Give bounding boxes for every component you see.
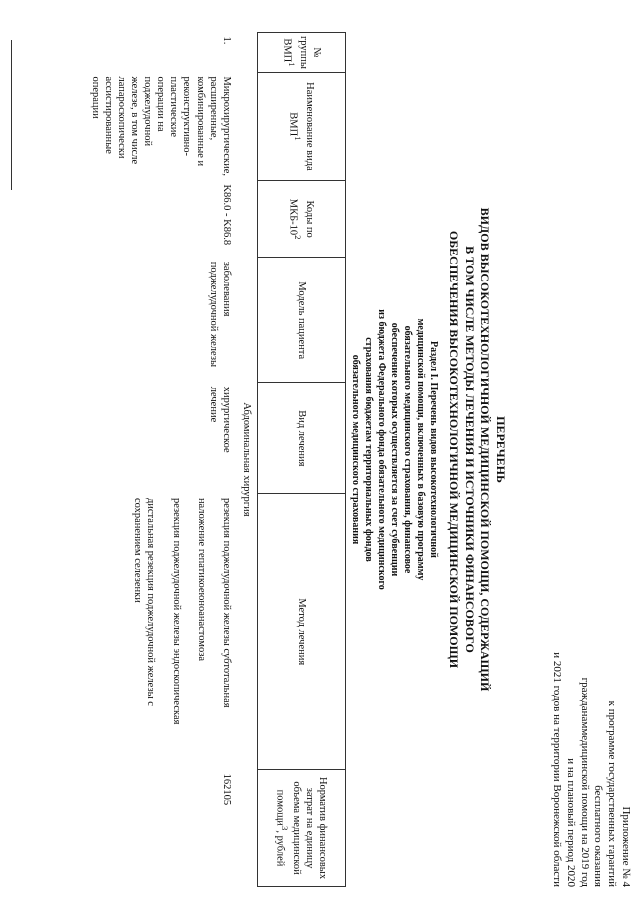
header-method: Метод лечения bbox=[258, 494, 346, 770]
appendix-line: гражданаммедицинской помощи на 2019 год bbox=[578, 677, 591, 887]
table-group-row bbox=[236, 33, 258, 887]
section-line: страхования бюджетам территориальных фондов bbox=[363, 337, 374, 562]
header-cost: Норматив финансовых затрат на единицу объема медицинской помощи$^3$, рублей bbox=[258, 770, 346, 887]
header-type: Вид лечения bbox=[258, 383, 346, 494]
appendix-line: бесплатного оказания bbox=[592, 785, 605, 887]
footnote-divider bbox=[11, 40, 12, 190]
title-line: В ТОМ ЧИСЛЕ МЕТОДЫ ЛЕЧЕНИЯ И ИСТОЧНИКИ ФИНАНСОВОГО bbox=[462, 246, 477, 653]
cell-group-no: 1. bbox=[220, 36, 232, 45]
section-line: Раздел I. Перечень видов высокотехнологичной bbox=[428, 341, 439, 558]
appendix-line: и 2021 годов на территории Воронежской области bbox=[551, 652, 564, 887]
title-line: ВИДОВ ВЫСОКОТЕХНОЛОГИЧНОЙ МЕДИЦИНСКОЙ ПОМОЩИ, СОДЕРЖАЩИЙ bbox=[478, 207, 493, 692]
section-line: обязательного медицинского страхования bbox=[350, 354, 361, 545]
title-line: ОБЕСПЕЧЕНИЯ ВЫСОКОТЕХНОЛОГИЧНОЙ МЕДИЦИНСКОЙ ПОМОЩИ bbox=[447, 230, 462, 669]
appendix-line: и на плановый период 2020 bbox=[565, 758, 577, 887]
table-row bbox=[86, 33, 236, 887]
method-item: дистальная резекция поджелудочной железы с сохранением селезенки bbox=[132, 497, 157, 706]
cell-mkb: K86.0 - K86.8 bbox=[220, 184, 232, 246]
section-line: обеспечение которых осуществляется за счет субвенции bbox=[389, 322, 400, 577]
cell-model: заболевания поджелудочной железы bbox=[207, 261, 232, 368]
method-item: резекция поджелудочной железы субтотальная bbox=[220, 497, 232, 708]
method-item: наложение гепатикоеюноанастомоза bbox=[195, 497, 207, 662]
section-heading bbox=[349, 0, 440, 899]
method-item: резекция поджелудочной железы эндоскопическая bbox=[170, 497, 182, 725]
header-name: Наименование вида ВМП$^1$ bbox=[258, 72, 346, 180]
header-mkb: Коды по МКБ-$10^2$ bbox=[258, 180, 346, 257]
section-line: из бюджета Федерального фонда обязательного медицинского bbox=[376, 309, 387, 590]
header-group-no: № группы ВМП$^1$ bbox=[258, 33, 346, 73]
document-title bbox=[446, 0, 508, 899]
group-label: Абдоминальная хирургия bbox=[236, 33, 258, 887]
title-line: ПЕРЕЧЕНЬ bbox=[494, 416, 508, 483]
table-header-row bbox=[258, 33, 346, 887]
cell-methods bbox=[86, 494, 236, 770]
cell-name: Микрохирургические, расширенные, комбинированные и реконструктивно-пластические операции на поджелудочной железе, в том числе лапароскопически ассистированные операции bbox=[89, 76, 232, 177]
appendix-line: к программе государственных гарантий bbox=[606, 700, 619, 887]
section-line: медицинской помощи, включенных в базовую программу bbox=[415, 318, 426, 581]
section-line: обязательного медицинского страхования, финансовое bbox=[402, 325, 413, 574]
cell-cost: 162105 bbox=[220, 773, 232, 806]
vmp-table bbox=[86, 32, 347, 887]
appendix-note bbox=[550, 527, 633, 887]
header-model: Модель пациента bbox=[258, 258, 346, 383]
appendix-line: Приложение № 4 bbox=[620, 806, 632, 887]
cell-type: хирургическое лечение bbox=[207, 386, 232, 453]
